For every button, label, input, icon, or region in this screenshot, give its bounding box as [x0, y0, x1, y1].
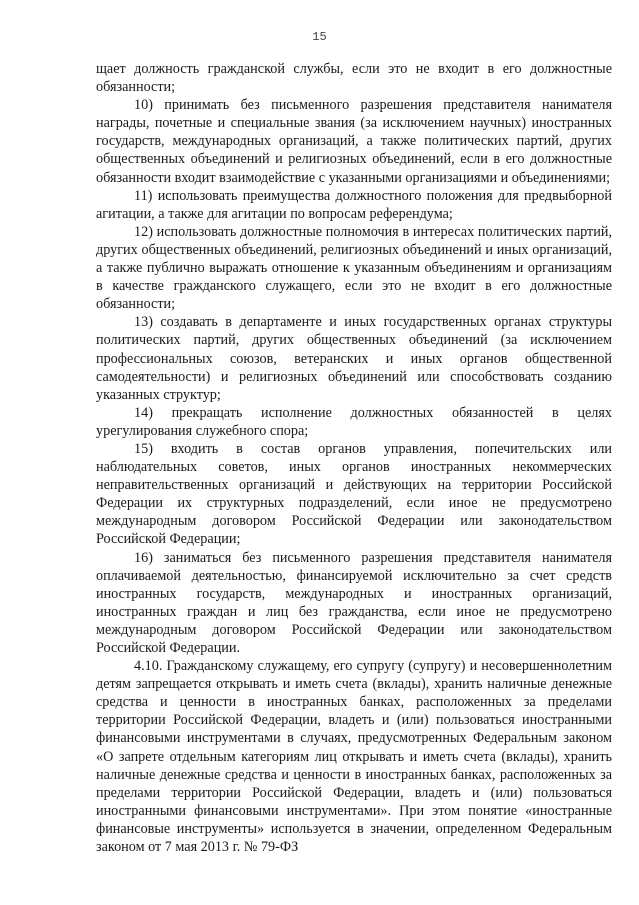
paragraph-item-13: 13) создавать в департаменте и иных государственных органах структуры политических партий, других общественных объединений (за исключением профессиональных союзов, ветеранских и иных органов общественной самодеятельности) и религиозных объединений или способствовать созданию указанных структур; [96, 314, 612, 403]
paragraph-item-12: 12) использовать должностные полномочия в интересах политических партий, других общественных объединений, религиозных объединений и иных организаций, а также публично выражать отношение к указанным объединениям и организациям в качестве гражданского служащего, если это не входит в его должностные обязанности; [96, 223, 612, 313]
page-number: 15 [312, 30, 327, 44]
paragraph-continuation: щает должность гражданской службы, если это не входит в его должностные обязанности; [96, 61, 612, 96]
paragraph-item-11: 11) использовать преимущества должностного положения для предвыборной агитации, а также для агитации по вопросам референдума; [96, 187, 612, 222]
paragraph-item-10: 10) принимать без письменного разрешения представителя нанимателя награды, почетные и специальные звания (за исключением научных) иностранных государств, международных организаций, а также политических партий, других общественных объединений и религиозных объединений, если в его должностные обязанности входит взаимодействие с указанными организациями и объединениями; [96, 97, 612, 186]
paragraph-item-16: 16) заниматься без письменного разрешения представителя нанимателя оплачиваемой деятельностью, финансируемой исключительно за счет средств иностранных государств, международных и иностранных организаций, иностранных граждан и лиц без гражданства, если иное не предусмотрено международным договором Российской Федерации или законодательством Российской Федерации. [96, 549, 612, 656]
body-text [96, 60, 612, 856]
paragraph-section-4-10: 4.10. Гражданскому служащему, его супругу (супругу) и несовершеннолетним детям запрещается открывать и иметь счета (вклады), хранить наличные денежные средства и ценности в иностранных банках, расположенных за пределами территории Российской Федерации, владеть и (или) пользоваться иностранными финансовыми инструментами в случаях, предусмотренных Федеральным законом «О запрете отдельным категориям лиц открывать и иметь счета (вклады), хранить наличные денежные средства и ценности в иностранных банках, расположенных за пределами территории Российской Федерации, владеть и (или) пользоваться иностранными финансовыми инструментами». При этом понятие «иностранные финансовые инструменты» используется в значении, определенном Федеральным законом от 7 мая 2013 г. № 79-ФЗ [96, 658, 612, 856]
paragraph-item-14: 14) прекращать исполнение должностных обязанностей в целях урегулирования служебного спора; [96, 404, 612, 439]
paragraph-item-15: 15) входить в состав органов управления, попечительских или наблюдательных советов, иных органов иностранных некоммерческих неправительственных организаций и действующих на территории Российской Федерации их структурных подразделений, если иное не предусмотрено международным договором Российской Федерации или законодательством Российской Федерации; [96, 440, 612, 548]
